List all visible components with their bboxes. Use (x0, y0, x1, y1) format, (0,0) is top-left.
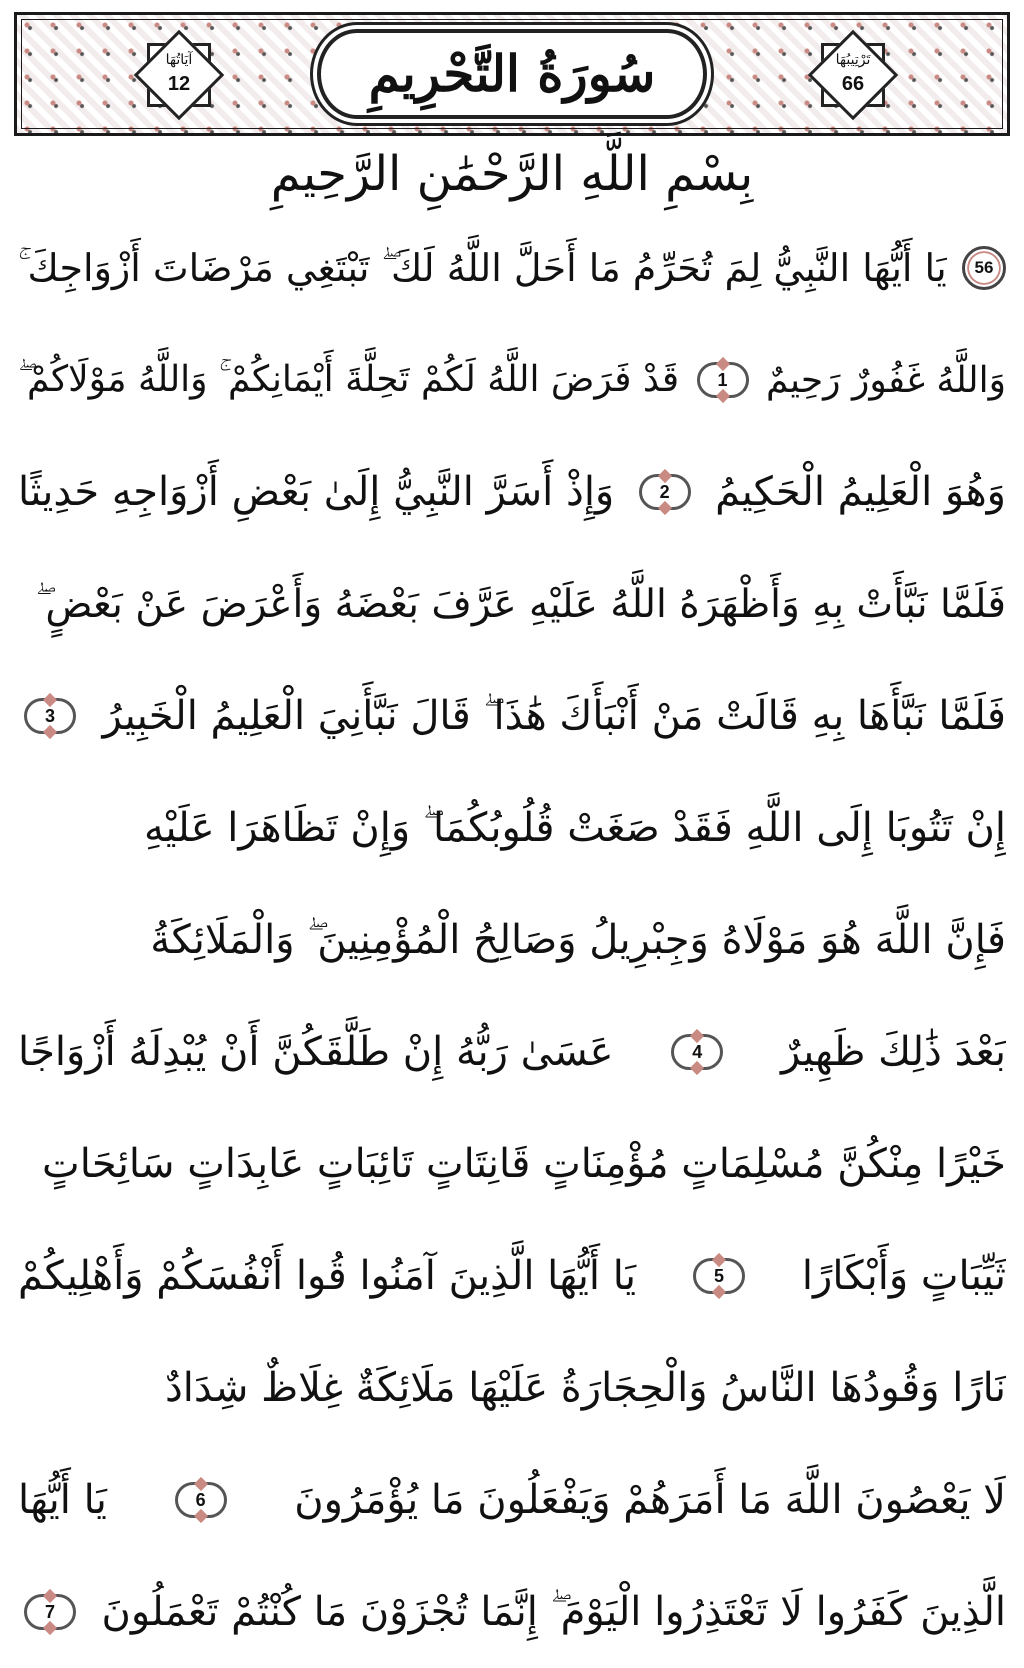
ayah-number-marker (175, 1482, 227, 1518)
ayah-number-marker (697, 362, 749, 398)
text-line (18, 1332, 1006, 1444)
text-line (18, 884, 1006, 996)
verse-text: عَسَىٰ رَبُّهُ إِنْ طَلَّقَكُنَّ أَنْ يُبْدِلَهُ أَزْوَاجًا (18, 1029, 614, 1075)
ayah-number: 4 (692, 1041, 703, 1062)
verse-text: نَارًا وَقُودُهَا النَّاسُ وَالْحِجَارَةُ عَلَيْهَا مَلَائِكَةٌ غِلَاظٌ شِدَادٌ (164, 1365, 1006, 1411)
ayah-number-marker (671, 1034, 723, 1070)
text-line (18, 1220, 1006, 1332)
verse-text: فَلَمَّا نَبَّأَهَا بِهِ قَالَتْ مَنْ أَنْبَأَكَ هَٰذَا ۖ قَالَ نَبَّأَنِيَ الْعَلِيمُ الْخَبِيرُ (102, 693, 1006, 739)
basmala: بِسْمِ اللَّهِ الرَّحْمَٰنِ الرَّحِيمِ (270, 146, 754, 202)
ayah-number-marker (24, 698, 76, 734)
verse-text: وَإِذْ أَسَرَّ النَّبِيُّ إِلَىٰ بَعْضِ أَزْوَاجِهِ حَدِيثًا (18, 469, 615, 515)
text-line (18, 660, 1006, 772)
text-line (18, 212, 1006, 324)
verse-text: وَاللَّهُ غَفُورٌ رَحِيمٌ (766, 359, 1006, 401)
ayah-number: 7 (45, 1601, 56, 1622)
page-badge (962, 246, 1006, 290)
ayah-number: 3 (45, 705, 56, 726)
text-line (18, 1556, 1006, 1668)
verse-text: يَا أَيُّهَا الَّذِينَ آمَنُوا قُوا أَنْفُسَكُمْ وَأَهْلِيكُمْ (18, 1253, 637, 1299)
ayah-number: 5 (713, 1265, 724, 1286)
verse-text: فَلَمَّا نَبَّأَتْ بِهِ وَأَظْهَرَهُ اللَّهُ عَلَيْهِ عَرَّفَ بَعْضَهُ وَأَعْرَضَ عَنْ بَعْضٍ ۖ (35, 581, 1006, 627)
verse-text: ثَيِّبَاتٍ وَأَبْكَارًا (801, 1253, 1006, 1299)
verse-count-number: 12 (167, 73, 191, 95)
verse-text: فَإِنَّ اللَّهَ هُوَ مَوْلَاهُ وَجِبْرِيلُ وَصَالِحُ الْمُؤْمِنِينَ ۖ وَالْمَلَائِكَةُ (150, 917, 1006, 963)
verse-text: الَّذِينَ كَفَرُوا لَا تَعْتَذِرُوا الْيَوْمَ ۖ إِنَّمَا تُجْزَوْنَ مَا كُنْتُمْ تَعْمَلُونَ (101, 1589, 1006, 1635)
surah-title-frame (317, 29, 707, 119)
surah-header-banner (14, 12, 1010, 136)
ayah-number-marker (693, 1258, 745, 1294)
text-line (18, 436, 1006, 548)
verse-text: خَيْرًا مِنْكُنَّ مُسْلِمَاتٍ مُؤْمِنَاتٍ قَانِتَاتٍ تَائِبَاتٍ عَابِدَاتٍ سَائِحَاتٍ (42, 1141, 1006, 1187)
ayah-number-marker (639, 474, 691, 510)
surah-order-medallion (821, 43, 885, 107)
verse-text: يَا أَيُّهَا النَّبِيُّ لِمَ تُحَرِّمُ مَا أَحَلَّ اللَّهُ لَكَ ۖ تَبْتَغِي مَرْضَاتَ أَزْوَاجِكَ ۚ (18, 245, 947, 290)
ayah-number: 1 (717, 369, 728, 390)
text-line (18, 996, 1006, 1108)
ayah-number: 6 (195, 1489, 206, 1510)
verse-text-block (18, 212, 1006, 1668)
text-line (18, 548, 1006, 660)
text-line (18, 324, 1006, 436)
verse-count-label: آيَاتُهَا (165, 52, 193, 68)
surah-title: سُورَةُ التَّحْرِيمِ (368, 44, 656, 103)
ayah-number: 2 (659, 481, 670, 502)
verse-text: إِنْ تَتُوبَا إِلَى اللَّهِ فَقَدْ صَغَتْ قُلُوبُكُمَا ۖ وَإِنْ تَظَاهَرَا عَلَيْهِ (143, 805, 1006, 851)
page-badge-number: 56 (974, 258, 994, 277)
verse-text: قَدْ فَرَضَ اللَّهُ لَكُمْ تَحِلَّةَ أَيْمَانِكُمْ ۚ وَاللَّهُ مَوْلَاكُمْ ۖ (18, 359, 680, 400)
ayah-number-marker (24, 1594, 76, 1630)
verse-text: بَعْدَ ذَٰلِكَ ظَهِيرٌ (781, 1029, 1006, 1075)
verse-text: يَا أَيُّهَا (18, 1477, 107, 1523)
text-line (18, 1108, 1006, 1220)
surah-order-label: تَرْتِيبُهَا (835, 52, 871, 68)
verse-count-medallion (147, 43, 211, 107)
verse-text: لَا يَعْصُونَ اللَّهَ مَا أَمَرَهُمْ وَيَفْعَلُونَ مَا يُؤْمَرُونَ (294, 1477, 1006, 1523)
text-line (18, 1444, 1006, 1556)
text-line (18, 772, 1006, 884)
surah-order-number: 66 (841, 73, 865, 95)
verse-text: وَهُوَ الْعَلِيمُ الْحَكِيمُ (715, 469, 1006, 515)
